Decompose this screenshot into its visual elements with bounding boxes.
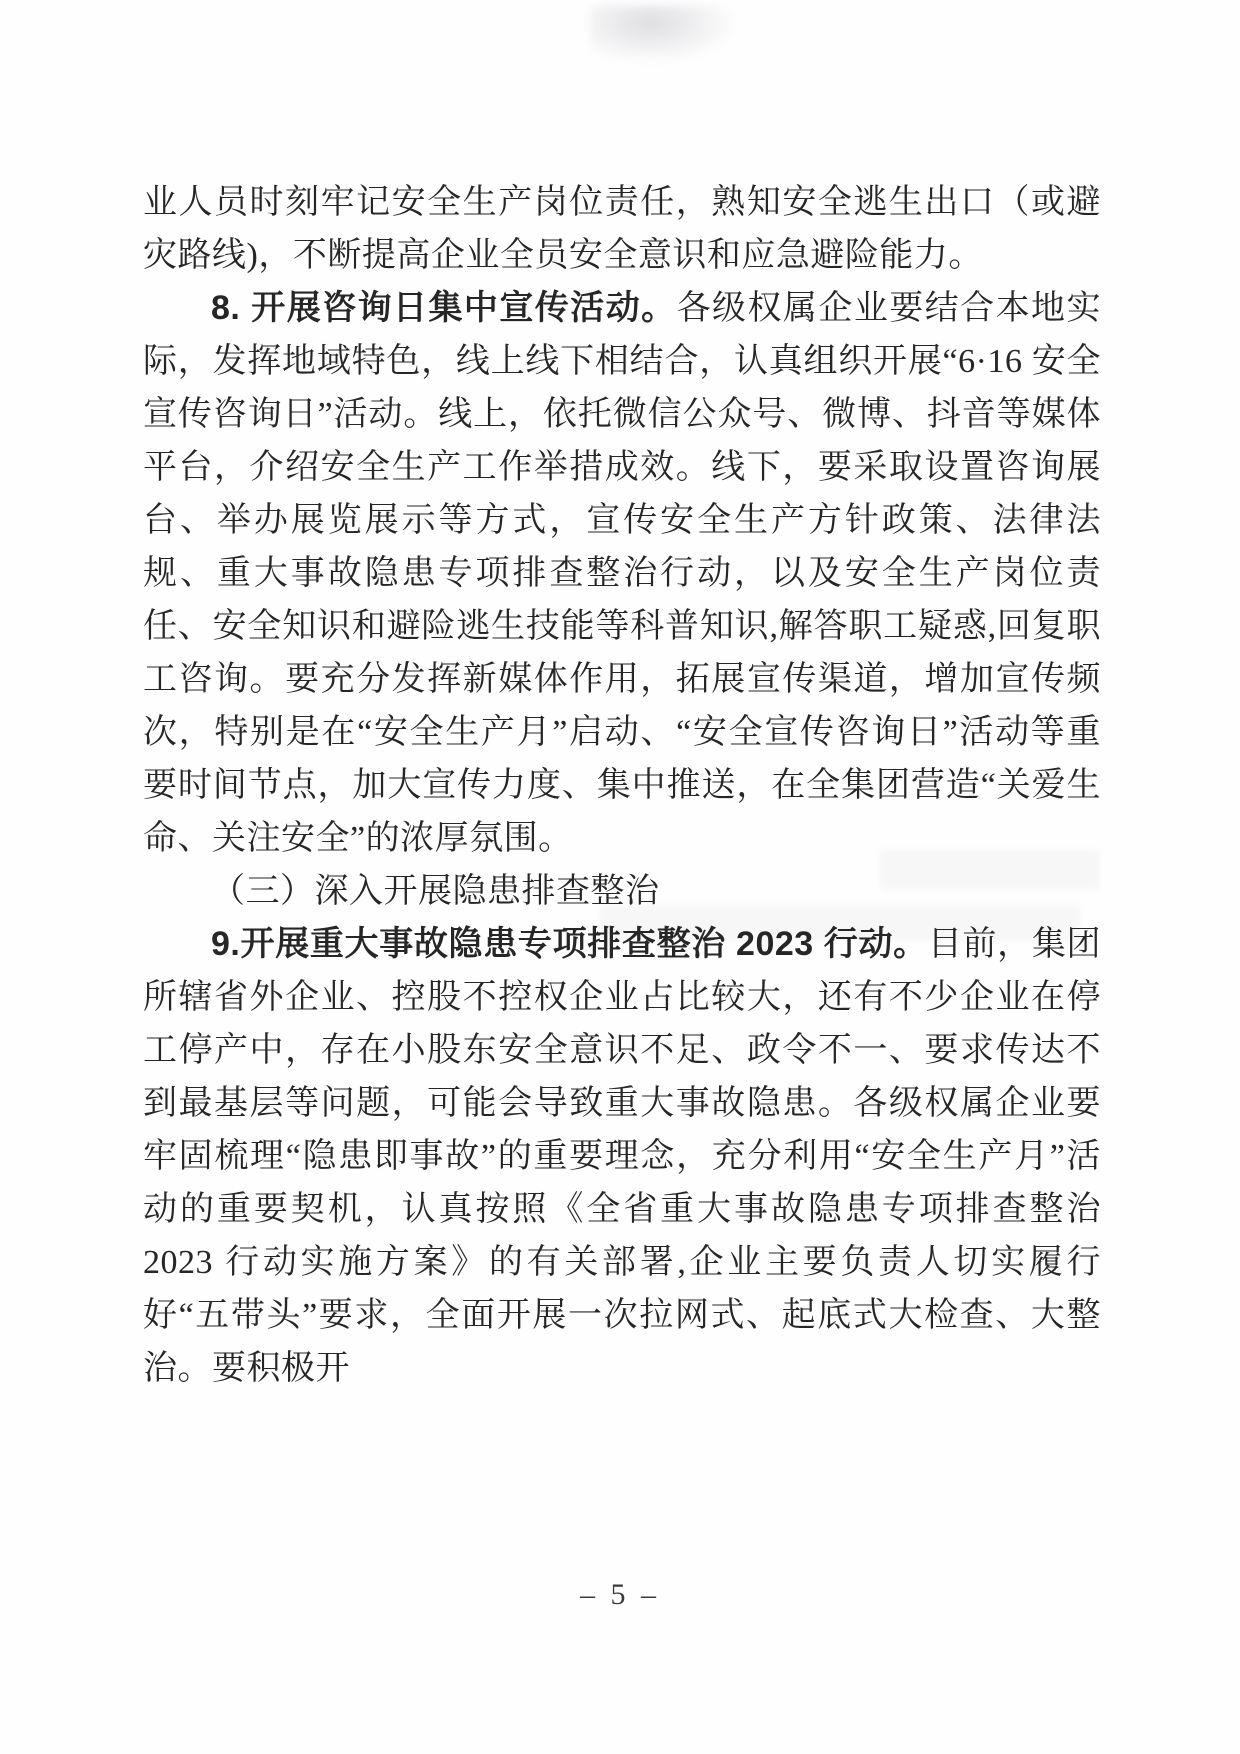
item-9-heading: 9.开展重大事故隐患专项排查整治 2023 行动。	[211, 925, 928, 963]
item-8-heading: 8. 开展咨询日集中宣传活动。	[211, 289, 677, 327]
subsection-heading-three	[143, 865, 1101, 918]
item-8-body-text: 各级权属企业要结合本地实际，发挥地域特色，线上线下相结合，认真组织开展“6·16 安全宣传咨询日”活动。线上，依托微信公众号、微博、抖音等媒体平台，介绍安全生产工作举措成效。线下，要采取设置咨询展台、举办展览展示等方式，宣传安全生产方针政策、法律法规、重大事故隐患专项排查整治行动，以及安全生产岗位责任、安全知识和避险逃生技能等科普知识,解答职工疑惑,回复职工咨询。要充分发挥新媒体作用，拓展宣传渠道，增加宣传频次，特别是在“安全生产月”启动、“安全宣传咨询日”活动等重要时间节点，加大宣传力度、集中推送，在全集团营造“关爱生命、关注安全”的浓厚氛围。	[143, 290, 1101, 857]
scan-smudge-artifact	[590, 5, 740, 65]
paragraph-item-8	[143, 282, 1101, 865]
paragraph-item-9	[143, 918, 1101, 1395]
item-9-body-text: 目前，集团所辖省外企业、控股不控权企业占比较大，还有不少企业在停工停产中，存在小股东安全意识不足、政令不一、要求传达不到最基层等问题，可能会导致重大事故隐患。各级权属企业要牢固梳理“隐患即事故”的重要理念，充分利用“安全生产月”活动的重要契机，认真按照《全省重大事故隐患专项排查整治 2023 行动实施方案》的有关部署,企业主要负责人切实履行好“五带头”要求，全面开展一次拉网式、起底式大检查、大整治。要积极开	[143, 926, 1101, 1387]
paragraph-continuation-text: 业人员时刻牢记安全生产岗位责任，熟知安全逃生出口（或避灾路线)，不断提高企业全员安全意识和应急避险能力。	[143, 184, 1101, 274]
page-number: – 5 –	[580, 1578, 660, 1611]
subsection-heading-text: （三）深入开展隐患排查整治	[211, 873, 660, 910]
document-body	[143, 176, 1101, 1395]
paragraph-continuation	[143, 176, 1101, 282]
